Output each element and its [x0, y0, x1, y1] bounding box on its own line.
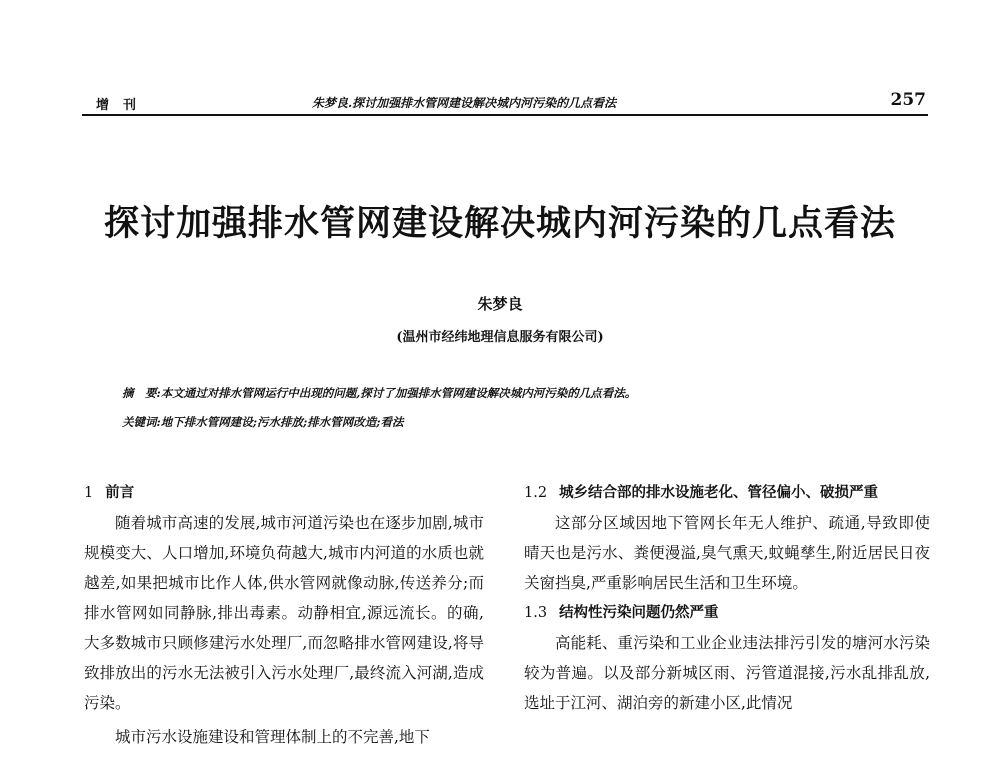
page-number: 257	[890, 90, 926, 110]
journal-issue-label: 增刊	[96, 98, 151, 113]
section-number: 1	[84, 485, 94, 501]
subsection-number: 1.3	[524, 605, 548, 621]
body-paragraph: 这部分区域因地下管网长年无人维护、疏通,导致即使晴天也是污水、粪便漫溢,臭气熏天,蚊蝇孳生,附近居民日夜关窗挡臭,严重影响居民生活和卫生环境。	[524, 514, 930, 592]
body-paragraph: 随着城市高速的发展,城市河道污染也在逐步加剧,城市规模变大、人口增加,环境负荷越大,城市内河道的水质也就越差,如果把城市比作人体,供水管网就像动脉,传送养分;而排水管网如同静脉,排出毒素。动静相宜,源远流长。的确,大多数城市只顾修建污水处理厂,而忽略排水管网建设,将导致排放出的污水无法被引入污水处理厂,最终流入河湖,造成污染。	[84, 514, 484, 712]
author-affiliation: (温州市经纬地理信息服务有限公司)	[396, 330, 604, 345]
keywords-label: 关键词:	[122, 415, 161, 429]
subsection-title: 城乡结合部的排水设施老化、管径偏小、破损严重	[559, 485, 879, 501]
keywords	[122, 414, 403, 430]
abstract-text: 本文通过对排水管网运行中出现的问题,探讨了加强排水管网建设解决城内河污染的几点看法。	[160, 386, 637, 400]
section-title: 前言	[105, 485, 135, 501]
section-heading	[84, 478, 484, 508]
subsection-number: 1.2	[524, 485, 548, 501]
keywords-text: 地下排水管网建设;污水排放;排水管网改造;看法	[160, 415, 404, 429]
abstract-label: 摘 要:	[122, 386, 161, 400]
abstract	[122, 385, 636, 401]
article-title: 探讨加强排水管网建设解决城内河污染的几点看法	[103, 203, 896, 244]
body-paragraph: 高能耗、重污染和工业企业违法排污引发的塘河水污染较为普遍。以及部分新城区雨、污管道混接,污水乱排乱放,选址于江河、湖泊旁的新建小区,此情况	[524, 634, 930, 712]
right-column	[524, 478, 930, 718]
author-name: 朱梦良	[477, 295, 523, 313]
subsection-title: 结构性污染问题仍然严重	[559, 605, 719, 621]
subsection-heading	[524, 598, 930, 628]
left-column	[84, 478, 484, 752]
running-title: 朱梦良.探讨加强排水管网建设解决城内河污染的几点看法	[312, 96, 617, 110]
running-header	[82, 88, 928, 116]
subsection-heading	[524, 478, 930, 508]
body-paragraph: 城市污水设施建设和管理体制上的不完善,地下	[115, 728, 430, 746]
